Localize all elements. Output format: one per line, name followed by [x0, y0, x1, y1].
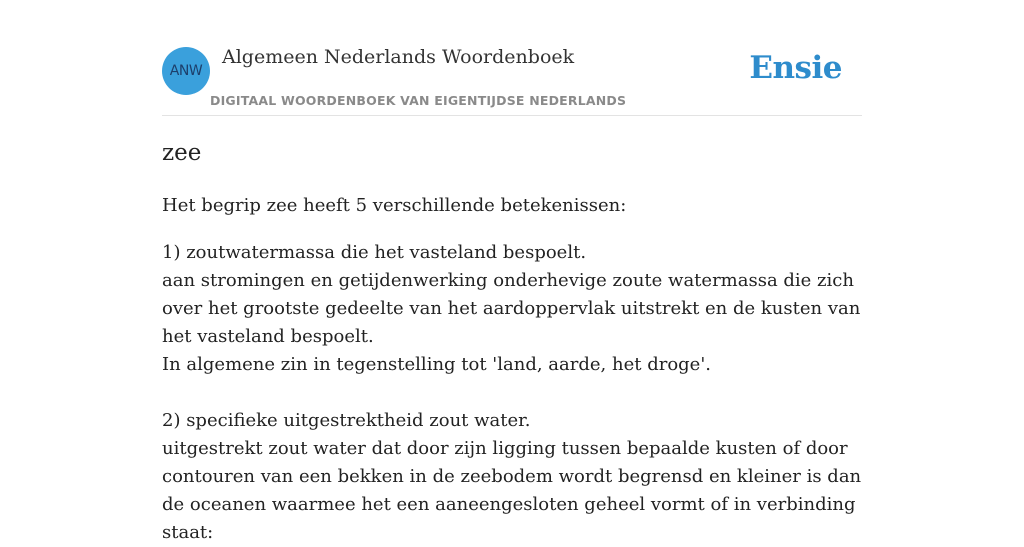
senses-list: [162, 239, 862, 547]
site-title[interactable]: Algemeen Nederlands Woordenboek: [222, 46, 575, 68]
sense-definition: uitgestrekt zout water dat door zijn ligging tussen bepaalde kusten of door contouren van een bekken in de zeebodem wordt begrensd en kleiner is dan de oceanen waarmee het een aaneengesloten geheel vormt of in verbinding staat:: [162, 438, 862, 543]
page-container: [162, 0, 862, 543]
sense-title: 2) specifieke uitgestrektheid zout water.: [162, 410, 531, 431]
site-subtitle: DIGITAAL WOORDENBOEK VAN EIGENTIJDSE NEDERLANDS: [210, 93, 627, 108]
entry-intro: Het begrip zee heeft 5 verschillende betekenissen:: [162, 195, 627, 216]
sense-note: In algemene zin in tegenstelling tot 'land, aarde, het droge'.: [162, 354, 711, 375]
sense-title: 1) zoutwatermassa die het vasteland bespoelt.: [162, 242, 587, 263]
entry-headword: zee: [162, 140, 202, 166]
sense-definition: aan stromingen en getijdenwerking onderhevige zoute watermassa die zich over het grootste gedeelte van het aardoppervlak uitstrekt en de kusten van het vasteland bespoelt.: [162, 270, 861, 347]
sense-item: [162, 239, 862, 379]
anw-logo[interactable]: [162, 47, 210, 95]
sense-item: [162, 407, 862, 547]
logo-text: ANW: [169, 63, 203, 79]
ensie-brand-link[interactable]: Ensie: [749, 50, 842, 86]
site-header: [162, 0, 862, 116]
